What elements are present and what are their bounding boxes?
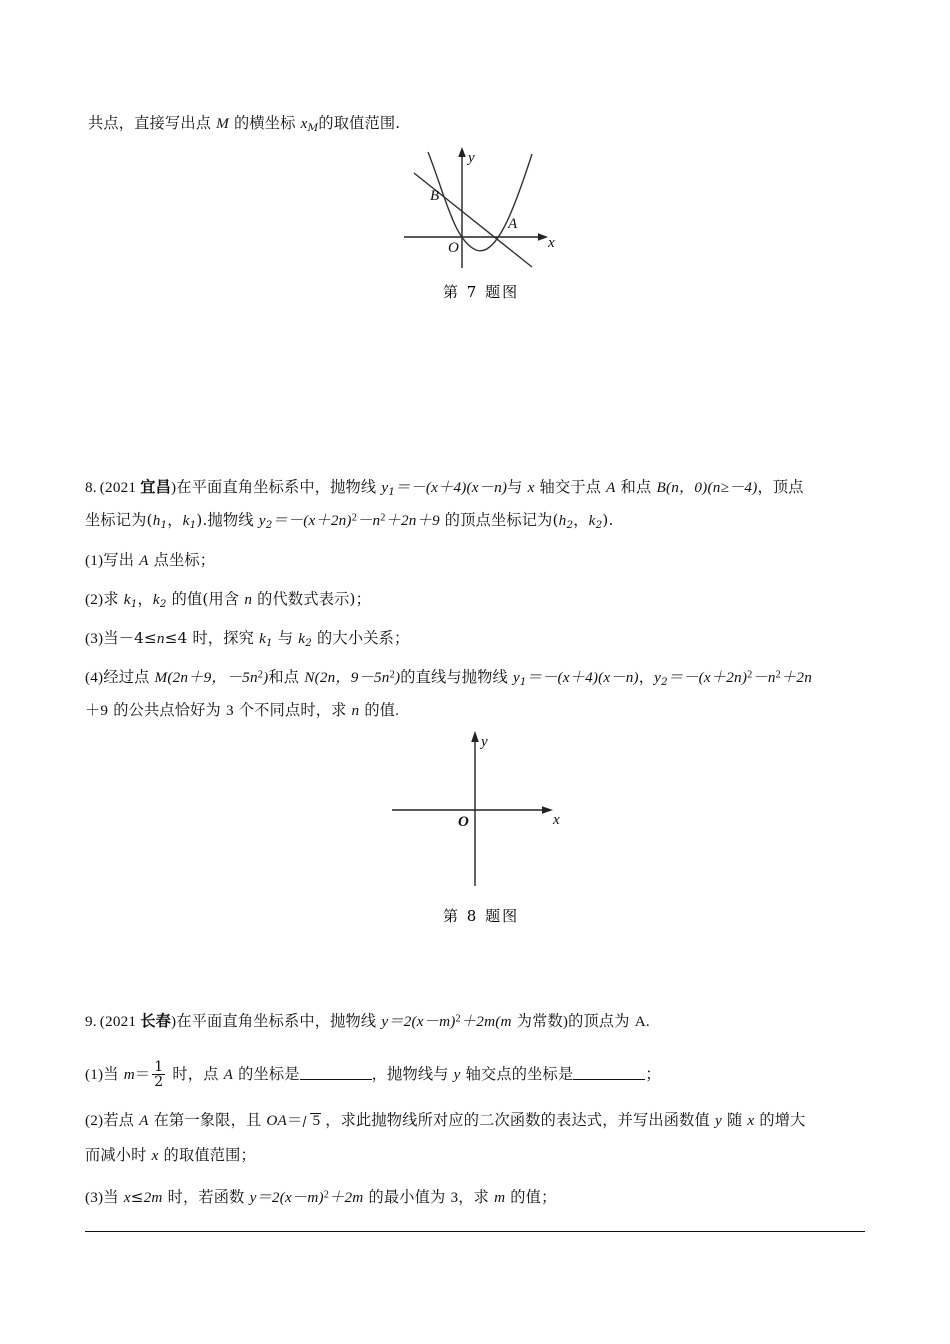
problem8-item-4-line2: ＋9 的公共点恰好为 3 个不同点时，求 n 的值. [85, 701, 400, 719]
problem9-source-city: 长春 [140, 1012, 172, 1030]
radicand: 5 [312, 1112, 321, 1129]
answer-blank-y-intercept[interactable] [573, 1065, 645, 1080]
problem8-stem-line1: 8. (2021 宜昌)在平面直角坐标系中，抛物线 $y_1=-(x+4)(x-n)$与 x 轴交于点 A 和点 B(n，0)(n≥－4)，顶点 [85, 478, 804, 498]
parabola-curve [428, 152, 532, 251]
p8-k1-sub: 1 [189, 518, 197, 531]
p8-y1-sub: 1 [388, 485, 396, 498]
p8-l2-t6: ). [602, 511, 614, 529]
p8-l2-t4: 的顶点坐标记为( [439, 511, 559, 529]
problem8-item-4-line1: (4)经过点 M(2n＋9，$-5n^2$)和点 N(2n，$9-5n^2$)的直线与抛物线 $y_1=-(x+4)(x-n)$，$y_2=-(x+2n)^2-n^2+2n$ [85, 668, 813, 688]
p8-l2-t2: ， [167, 511, 183, 529]
p8-l2-t1: 坐标记为( [85, 511, 153, 529]
label-origin: O [458, 814, 469, 830]
x-axis-arrowhead [538, 233, 548, 241]
p8-point-B: B [656, 479, 666, 496]
p8-l1-t4: 和点 [615, 478, 657, 496]
problem9-item-2-line2: 而减小时 x 的取值范围； [85, 1146, 256, 1164]
p8-k1: k [182, 512, 190, 529]
p8-l2-t5: ， [573, 511, 589, 529]
p7-var-M: M [216, 115, 229, 132]
label-point-A: A [508, 216, 518, 232]
problem7-continuation [88, 116, 400, 133]
problem9-stem: 9. (2021 长春)在平面直角坐标系中，抛物线 $y=2(x-m)^2+2m(m$ 为常数)的顶点为 A. [85, 1012, 650, 1030]
fraction-numerator: 1 [154, 1059, 164, 1075]
problem8-item-3: (3)当－4≤n≤4 时，探究 $k_1$ 与 $k_2$ 的大小关系； [85, 629, 410, 649]
problem9-item-3: (3)当 x≤2m 时，若函数 $y=2(x-m)^2+2m$ 的最小值为 3，求 m 的值； [85, 1188, 557, 1206]
problem7-figure-caption: 第 7 题图 [443, 283, 520, 301]
problem9-item-1: (1)当 m＝ $\frac{1}{2}$ 时，点 A 的坐标是 ，抛物线与 y 轴交点的坐标是 ； [85, 1059, 661, 1091]
problem8-figure [390, 728, 570, 888]
p8-h2-sub: 2 [566, 518, 574, 531]
problem8-figure-caption: 第 8 题图 [443, 907, 520, 925]
problem8-item-1: (1)写出 A 点坐标； [85, 551, 216, 569]
problem8-stem-line2: 坐标记为($h_1$，$k_1$).抛物线 $y_2=-(x+2n)^2-n^2+2n+9$ 的顶点坐标记为($h_2$，$k_2$). [85, 511, 614, 531]
problem8-number: 8. [85, 479, 97, 496]
fraction-denominator: 2 [154, 1074, 164, 1091]
problem9-item-2-line1: (2)若点 A 在第一象限，且 OA＝ 5 ，求此抛物线所对应的二次函数的表达式，并写出函数值 y 随 x 的增大 [85, 1111, 806, 1129]
p8-k2-sub: 2 [595, 518, 603, 531]
p8-l1-t2: 与 [507, 478, 528, 496]
p8-y1-equation: ＝－(x＋4)(x－n) [395, 479, 508, 496]
label-axis-x: x [553, 812, 560, 828]
p7-text-part3: 的取值范围. [318, 114, 401, 132]
p8-point-A: A [606, 479, 616, 496]
footer-horizontal-rule [85, 1231, 865, 1232]
p8-l1-t1: 在平面直角坐标系中，抛物线 [176, 478, 382, 496]
label-axis-x: x [548, 235, 555, 251]
p7-var-x-subscript: M [307, 121, 319, 134]
y-axis-arrowhead [471, 731, 479, 742]
problem7-coordinate-plot [398, 140, 568, 275]
label-axis-y: y [481, 734, 488, 750]
p7-text-part1: 共点，直接写出点 [88, 114, 217, 132]
p8-l1-t3: 轴交于点 [534, 478, 607, 496]
problem8-item-2: (2)求 $k_1$，$k_2$ 的值(用含 n 的代数式表示)； [85, 590, 371, 610]
problem7-figure [398, 140, 568, 275]
x-axis-arrowhead [542, 806, 553, 814]
problem8-coordinate-plane [390, 728, 570, 888]
label-origin: O [448, 240, 459, 256]
label-axis-y: y [468, 150, 475, 166]
p8-l2-t3: ).抛物线 [196, 511, 259, 529]
p8-axis-x: x [527, 479, 535, 496]
problem8-source-city: 宜昌 [140, 478, 172, 496]
p8-h2: h [558, 512, 567, 529]
label-point-B: B [430, 188, 440, 204]
p8-point-B-args: (n，0)(n≥－4) [665, 479, 758, 496]
p8-y2-sub: 2 [265, 518, 273, 531]
problem9-number: 9. [85, 1013, 97, 1030]
y-axis-arrowhead [458, 147, 466, 157]
fraction-one-half [152, 1060, 165, 1090]
p7-text-part2: 的横坐标 [229, 114, 301, 132]
answer-blank-point-a[interactable] [300, 1065, 372, 1080]
p7-var-x: x [300, 115, 308, 132]
p8-y1-var: y [381, 479, 389, 496]
p8-h1: h [152, 512, 161, 529]
p8-l1-t5: ，顶点 [757, 478, 804, 496]
p8-h1-sub: 1 [160, 518, 168, 531]
p8-y2: y [258, 512, 266, 529]
square-root-expression [302, 1112, 320, 1128]
p8-k2: k [588, 512, 596, 529]
